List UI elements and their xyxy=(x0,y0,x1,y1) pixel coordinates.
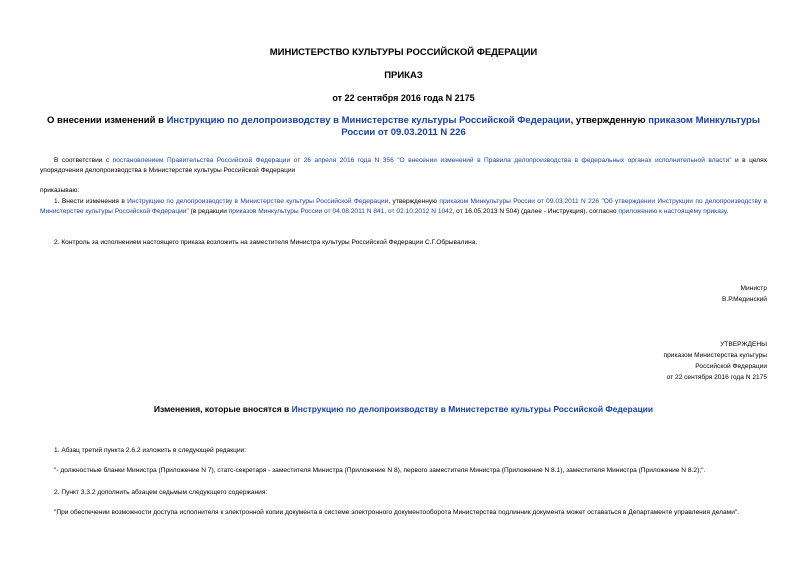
resolution-356-link[interactable]: постановлением Правительства Российской Федерации от 26 апреля 2016 года N 356 "О внесении изменений в Правила делопроизводства в федеральных органах исполнительной власти" xyxy=(112,157,732,164)
change-2-text: "При обеспечении возможности доступа исполнителя к электронной копии документа в системе электронного документооборота Министерства подлинник документа может оставаться в Департаменте управления делами". xyxy=(54,509,740,516)
changes-title-prefix: Изменения, которые вносятся в xyxy=(153,404,292,414)
approved-line-2: приказом Министерства культуры xyxy=(663,352,767,359)
order-226-link[interactable]: приказом Минкультуры России от 09.03.2011 N 226 xyxy=(341,115,760,138)
signature-block xyxy=(722,283,767,305)
item1-part5: , от 16.05.2013 N 504) (далее - Инструкция), согласно xyxy=(452,208,619,215)
subject-middle: , утвержденную xyxy=(570,115,649,126)
change-1-text: "- должностные бланки Министра (Приложение N 7), статс-секретаря - заместителя Министра (Приложение N 8), первого заместителя Министра (Приложение N 8.1), заместителя Министра (Приложение N 8.2);". xyxy=(54,467,706,474)
changes-heading xyxy=(0,404,807,414)
appendix-link[interactable]: приложению к настоящему приказу xyxy=(618,208,727,215)
item1-part2: , утвержденную xyxy=(388,198,440,205)
change-2-paragraph: 2. Пункт 3.3.2 дополнить абзацем седьмым следующего содержания: xyxy=(54,489,268,496)
basis-paragraph xyxy=(40,156,767,176)
document-type: ПРИКАЗ xyxy=(384,70,423,81)
item1-order-226-link[interactable]: приказом Минкультуры России от 09.03.2011 N 226 "Об утверждении Инструкции по делопроизводству в Министерстве культуры Российской Федерации" xyxy=(40,198,768,215)
order-1042-link[interactable]: от 02.10.2012 N 1042 xyxy=(388,208,453,215)
change-1-paragraph: 1. Абзац третий пункта 2.6.2 изложить в следующей редакции: xyxy=(54,447,247,454)
item1-part3: (в редакции xyxy=(188,208,229,215)
approved-line-1: УТВЕРЖДЕНЫ xyxy=(720,341,767,348)
order-word: приказываю: xyxy=(40,187,80,194)
item1-part1: 1. Внести изменения в xyxy=(54,198,128,205)
instruction-link[interactable]: Инструкцию по делопроизводству в Министерстве культуры Российской Федерации xyxy=(166,115,571,126)
changes-instruction-link[interactable]: Инструкцию по делопроизводству в Министерстве культуры Российской Федерации xyxy=(291,404,654,414)
approval-block xyxy=(664,339,767,383)
ministry-heading: МИНИСТЕРСТВО КУЛЬТУРЫ РОССИЙСКОЙ ФЕДЕРАЦИИ xyxy=(269,47,538,58)
document-date-number: от 22 сентября 2016 года N 2175 xyxy=(332,93,475,103)
basis-prefix: В соответствии с xyxy=(54,157,113,164)
signer-title: Министр xyxy=(740,285,767,292)
approved-line-3: Российской Федерации xyxy=(695,363,767,370)
basis-suffix: и в целях упорядочения делопроизводства в Министерстве культуры Российской Федерации xyxy=(40,157,768,174)
item1-part6: . xyxy=(726,208,729,215)
signer-name: В.Р.Мединский xyxy=(721,296,767,303)
order-841-link[interactable]: приказов Минкультуры России от 04.08.2011 N 841 xyxy=(228,208,385,215)
item-1-paragraph xyxy=(40,197,767,217)
subject-prefix: О внесении изменений в xyxy=(47,115,167,126)
item-2-paragraph: 2. Контроль за исполнением настоящего приказа возложить на заместителя Министра культуры Российской Федерации С.Г.Обрывалина. xyxy=(54,239,478,246)
document-subject xyxy=(40,115,767,139)
item1-part4: , xyxy=(384,208,389,215)
approved-line-4: от 22 сентября 2016 года N 2175 xyxy=(666,374,767,381)
item1-instruction-link[interactable]: Инструкцию по делопроизводству в Министерстве культуры Российской Федерации xyxy=(127,198,389,205)
